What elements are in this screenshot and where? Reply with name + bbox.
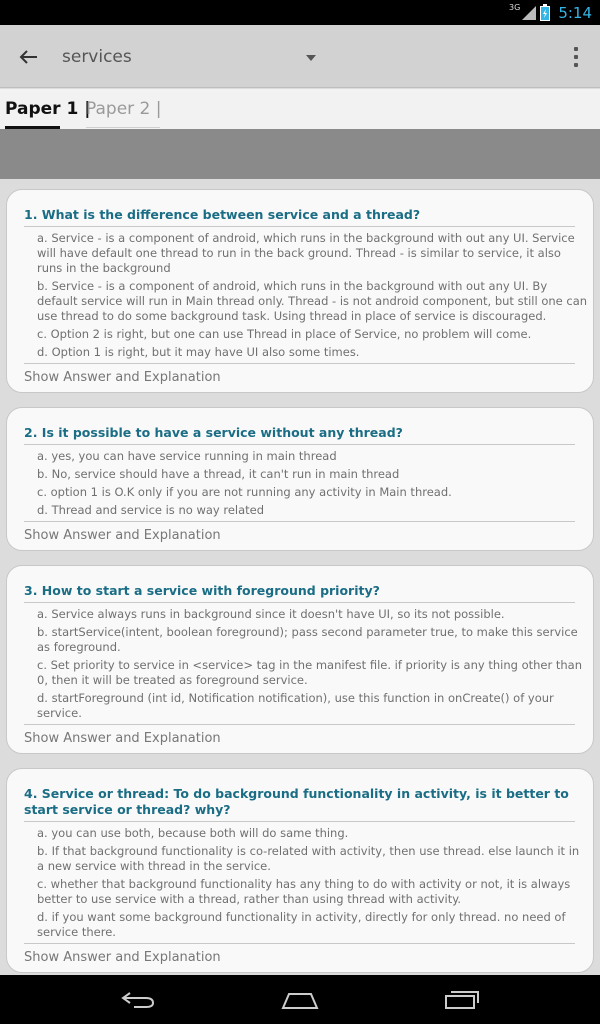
back-icon: [120, 991, 156, 1009]
question-card: [6, 565, 594, 754]
answer-option[interactable]: c. whether that background functionality has any thing to do with activity or not, it is always better to use service with a thread, rather than using thread with activity.: [37, 877, 571, 906]
question-title: 4. Service or thread: To do background functionality in activity, is it better to start service or thread? why?: [24, 786, 569, 817]
answer-option[interactable]: d. Thread and service is no way related: [37, 503, 265, 517]
recent-apps-icon: [444, 990, 480, 1010]
nav-recents-button[interactable]: [442, 985, 482, 1015]
show-answer-button[interactable]: Show Answer and Explanation: [24, 731, 221, 746]
action-bar: [0, 25, 600, 88]
navigation-bar: [0, 975, 600, 1024]
answer-option[interactable]: a. you can use both, because both will do same thing.: [37, 826, 349, 840]
divider: [24, 226, 575, 227]
answer-option[interactable]: b. If that background functionality is co-related with activity, then use thread. else launch it in a new service with thread in the service.: [37, 844, 580, 873]
clock: 5:14: [558, 3, 592, 22]
answer-option[interactable]: c. Set priority to service in <service> tag in the manifest file. if priority is any thing other than 0, then it will be treated as foreground service.: [37, 658, 583, 687]
divider: [24, 444, 575, 445]
answer-option[interactable]: d. if you want some background functionality in activity, directly for only thread. no need of service there.: [37, 910, 566, 939]
question-card: [6, 189, 594, 393]
paper-tabs: [0, 89, 600, 129]
show-answer-button[interactable]: Show Answer and Explanation: [24, 528, 221, 543]
overflow-menu-button[interactable]: [566, 43, 586, 71]
nav-home-button[interactable]: [280, 985, 320, 1015]
question-title: 3. How to start a service with foreground priority?: [24, 583, 380, 598]
tab-paper-1[interactable]: Paper 1 |: [5, 99, 91, 119]
banner-area: [0, 129, 600, 179]
signal-icon: [522, 6, 536, 20]
answer-option[interactable]: c. Option 2 is right, but one can use Thread in place of Service, no problem will come.: [37, 327, 532, 341]
network-type-label: 3G: [509, 3, 521, 12]
tab-paper-2[interactable]: Paper 2 |: [86, 99, 162, 119]
dropdown-arrow-icon: [306, 55, 316, 61]
show-answer-button[interactable]: Show Answer and Explanation: [24, 370, 221, 385]
spinner-selected-value: services: [62, 47, 132, 67]
question-title: 1. What is the difference between service and a thread?: [24, 207, 421, 222]
question-title: 2. Is it possible to have a service without any thread?: [24, 425, 403, 440]
overflow-dot-icon: [574, 63, 578, 67]
section-spinner[interactable]: [62, 39, 324, 75]
divider: [24, 602, 575, 603]
status-icons: [509, 0, 592, 25]
answer-option[interactable]: b. No, service should have a thread, it can't run in main thread: [37, 467, 400, 481]
answer-option[interactable]: a. Service always runs in background since it doesn't have UI, so its not possible.: [37, 607, 505, 621]
overflow-dot-icon: [574, 47, 578, 51]
arrow-left-icon: [18, 49, 38, 65]
overflow-dot-icon: [574, 55, 578, 59]
show-answer-button[interactable]: Show Answer and Explanation: [24, 950, 221, 965]
status-bar: [0, 0, 600, 25]
answer-option[interactable]: b. startService(intent, boolean foreground); pass second parameter true, to make this service as foreground.: [37, 625, 578, 654]
question-list[interactable]: [0, 179, 600, 975]
answer-option[interactable]: c. option 1 is O.K only if you are not running any activity in Main thread.: [37, 485, 452, 499]
back-button[interactable]: [14, 43, 42, 71]
divider: [24, 821, 575, 822]
question-card: [6, 768, 594, 973]
battery-charging-icon: [540, 4, 550, 21]
home-icon: [281, 990, 319, 1010]
nav-back-button[interactable]: [118, 985, 158, 1015]
answer-option[interactable]: d. startForeground (int id, Notification notification), use this function in onCreate() of your service.: [37, 691, 554, 720]
answer-option[interactable]: d. Option 1 is right, but it may have UI also some times.: [37, 345, 360, 359]
answer-option[interactable]: a. yes, you can have service running in main thread: [37, 449, 337, 463]
answer-option[interactable]: b. Service - is a component of android, which runs in the background with out any UI. By default service will run in Main thread only. Thread - is not android component, but still one can use thread to do some background task. Using thread in place of service is discouraged.: [37, 279, 588, 323]
question-card: [6, 407, 594, 551]
answer-option[interactable]: a. Service - is a component of android, which runs in the background with out any UI. Service will have default one thread to run in the back ground. Thread - is similar to service, it also runs in the background: [37, 231, 575, 275]
tab-underline: [86, 127, 160, 128]
